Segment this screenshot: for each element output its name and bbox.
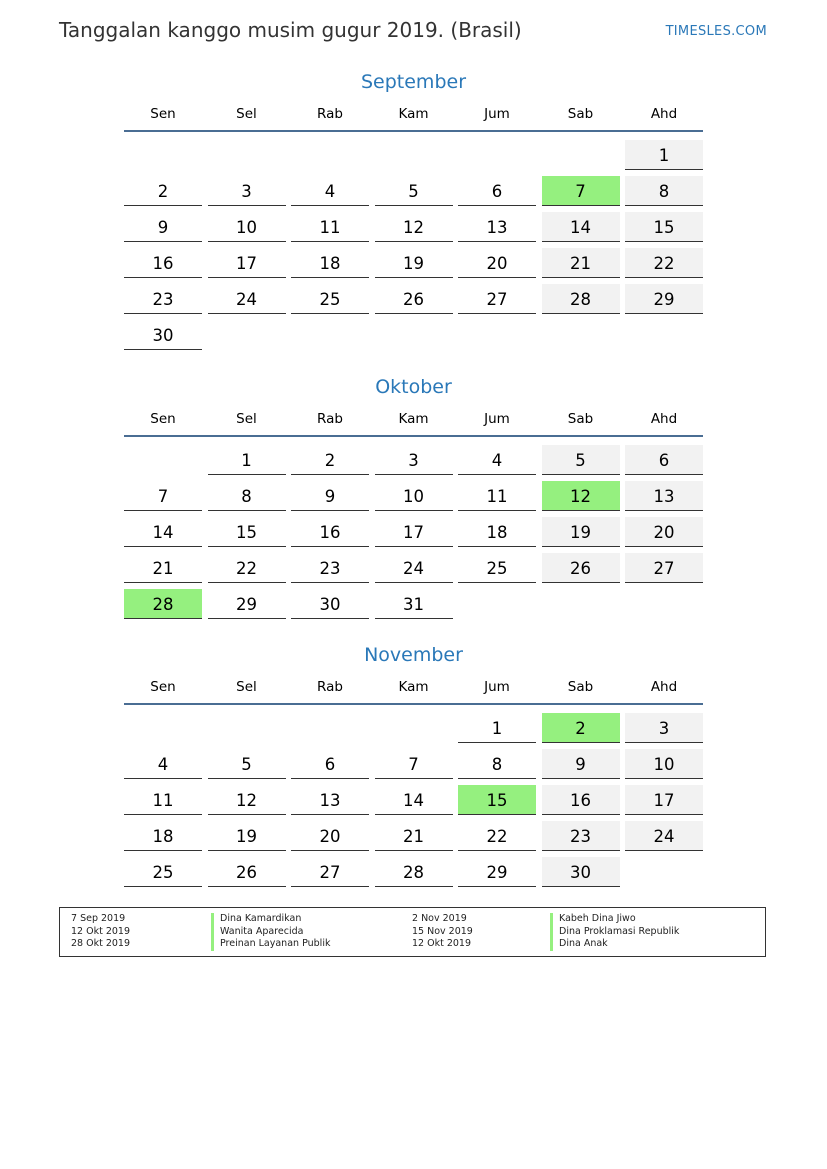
day-cell-holiday: 28 (124, 589, 202, 619)
day-cell: 13 (458, 212, 536, 242)
day-cell: 9 (542, 749, 620, 779)
day-cell: 11 (291, 212, 369, 242)
month-november (124, 641, 703, 882)
day-cell: 30 (291, 589, 369, 619)
day-cell: 11 (458, 481, 536, 511)
weekday-label: Jum (484, 106, 510, 122)
day-cell: 26 (208, 857, 286, 887)
day-cell: 11 (124, 785, 202, 815)
day-cell: 6 (625, 445, 703, 475)
day-cell: 6 (458, 176, 536, 206)
day-cell: 7 (124, 481, 202, 511)
day-cell: 16 (124, 248, 202, 278)
day-cell: 18 (291, 248, 369, 278)
day-cell: 22 (625, 248, 703, 278)
day-cell: 21 (124, 553, 202, 583)
day-cell-holiday: 2 (542, 713, 620, 743)
weekday-label: Sab (567, 679, 594, 695)
weekday-label: Jum (484, 411, 510, 427)
day-cell: 4 (291, 176, 369, 206)
day-cell: 12 (375, 212, 453, 242)
day-cell: 9 (291, 481, 369, 511)
day-cell: 29 (625, 284, 703, 314)
day-cell: 29 (208, 589, 286, 619)
day-cell: 19 (375, 248, 453, 278)
day-cell: 9 (124, 212, 202, 242)
day-cell: 24 (625, 821, 703, 851)
day-cell: 30 (124, 320, 202, 350)
header-rule (124, 703, 703, 705)
day-cell: 16 (542, 785, 620, 815)
legend-holiday-name: Wanita Aparecida (211, 926, 330, 939)
day-cell: 3 (208, 176, 286, 206)
weekday-label: Rab (317, 679, 343, 695)
legend-date: 15 Nov 2019 (412, 925, 473, 937)
day-cell: 20 (625, 517, 703, 547)
day-cell: 19 (208, 821, 286, 851)
legend-date: 12 Okt 2019 (412, 938, 472, 949)
day-cell: 5 (208, 749, 286, 779)
day-cell: 26 (375, 284, 453, 314)
day-cell: 25 (124, 857, 202, 887)
legend-holiday-name: Kabeh Dina Jiwo (550, 913, 679, 926)
day-cell: 4 (124, 749, 202, 779)
day-cell: 4 (458, 445, 536, 475)
day-cell: 28 (375, 857, 453, 887)
day-cell: 23 (291, 553, 369, 583)
legend-date: 12 Okt 2019 (71, 925, 131, 937)
weekday-label: Sab (567, 411, 594, 427)
legend-dates-right (412, 913, 473, 951)
day-cell: 22 (458, 821, 536, 851)
weekday-label: Kam (398, 106, 429, 122)
weekday-label: Rab (317, 106, 343, 122)
day-cell: 20 (458, 248, 536, 278)
legend-holiday-name: Dina Proklamasi Republik (550, 926, 679, 939)
weekday-label: Sel (236, 411, 257, 427)
day-cell: 8 (625, 176, 703, 206)
weekday-label: Kam (398, 411, 429, 427)
day-cell: 23 (542, 821, 620, 851)
day-cell: 24 (208, 284, 286, 314)
day-cell: 1 (208, 445, 286, 475)
day-cell: 2 (291, 445, 369, 475)
day-cell: 27 (625, 553, 703, 583)
day-cell: 13 (625, 481, 703, 511)
month-september (124, 68, 703, 345)
weekday-label: Sel (236, 679, 257, 695)
day-cell-holiday: 7 (542, 176, 620, 206)
day-cell: 27 (458, 284, 536, 314)
day-cell: 21 (542, 248, 620, 278)
day-cell: 8 (208, 481, 286, 511)
weekday-label: Sen (150, 411, 176, 427)
day-cell: 14 (542, 212, 620, 242)
day-cell: 25 (458, 553, 536, 583)
day-cell: 15 (625, 212, 703, 242)
day-cell: 27 (291, 857, 369, 887)
day-cell: 16 (291, 517, 369, 547)
weekday-label: Sel (236, 106, 257, 122)
weekday-label: Sen (150, 106, 176, 122)
page-title: Tanggalan kanggo musim gugur 2019. (Brasil) (59, 18, 522, 42)
day-cell: 25 (291, 284, 369, 314)
day-cell: 3 (625, 713, 703, 743)
legend-date: 28 Okt 2019 (71, 938, 131, 949)
day-cell: 14 (124, 517, 202, 547)
header-rule (124, 435, 703, 437)
day-cell: 30 (542, 857, 620, 887)
day-cell: 18 (124, 821, 202, 851)
weekday-label: Sab (567, 106, 594, 122)
weekday-label: Ahd (650, 106, 678, 122)
legend-names-right (550, 913, 679, 951)
weekday-label: Jum (484, 679, 510, 695)
legend-date: 7 Sep 2019 (71, 913, 126, 924)
legend-holiday-name: Preinan Layanan Publik (211, 938, 330, 951)
day-cell: 1 (625, 140, 703, 170)
day-cell: 20 (291, 821, 369, 851)
weekday-label: Ahd (650, 679, 678, 695)
weekday-header (124, 106, 703, 137)
day-cell: 17 (375, 517, 453, 547)
day-cell: 10 (625, 749, 703, 779)
day-cell: 10 (208, 212, 286, 242)
day-cell: 8 (458, 749, 536, 779)
day-cell: 13 (291, 785, 369, 815)
day-cell: 15 (208, 517, 286, 547)
day-cell: 7 (375, 749, 453, 779)
weekday-header (124, 411, 703, 442)
month-oktober (124, 373, 703, 614)
legend-date: 2 Nov 2019 (412, 913, 467, 924)
weekday-label: Sen (150, 679, 176, 695)
day-cell: 1 (458, 713, 536, 743)
day-cell: 2 (124, 176, 202, 206)
legend-names-left (211, 913, 330, 951)
day-cell: 24 (375, 553, 453, 583)
legend-holiday-name: Dina Anak (550, 938, 679, 951)
day-cell: 12 (208, 785, 286, 815)
day-cell-holiday: 15 (458, 785, 536, 815)
day-cell: 6 (291, 749, 369, 779)
day-cell: 5 (375, 176, 453, 206)
weekday-label: Kam (398, 679, 429, 695)
day-cell: 29 (458, 857, 536, 887)
day-cell: 26 (542, 553, 620, 583)
month-title: November (364, 644, 463, 666)
legend-dates-left (71, 913, 130, 951)
day-cell: 5 (542, 445, 620, 475)
day-cell: 14 (375, 785, 453, 815)
holiday-legend (59, 907, 766, 957)
day-cell: 28 (542, 284, 620, 314)
day-cell: 19 (542, 517, 620, 547)
month-title: September (360, 71, 467, 93)
day-cell: 21 (375, 821, 453, 851)
day-cell: 17 (625, 785, 703, 815)
month-title: Oktober (375, 376, 452, 398)
day-cell: 23 (124, 284, 202, 314)
day-cell: 17 (208, 248, 286, 278)
day-cell: 22 (208, 553, 286, 583)
legend-holiday-name: Dina Kamardikan (211, 913, 330, 926)
day-cell: 18 (458, 517, 536, 547)
header-rule (124, 130, 703, 132)
day-cell-holiday: 12 (542, 481, 620, 511)
day-cell: 31 (375, 589, 453, 619)
day-cell: 3 (375, 445, 453, 475)
weekday-label: Ahd (650, 411, 678, 427)
weekday-header (124, 679, 703, 710)
brand-link[interactable]: TIMESLES.COM (665, 24, 767, 39)
weekday-label: Rab (317, 411, 343, 427)
day-cell: 10 (375, 481, 453, 511)
